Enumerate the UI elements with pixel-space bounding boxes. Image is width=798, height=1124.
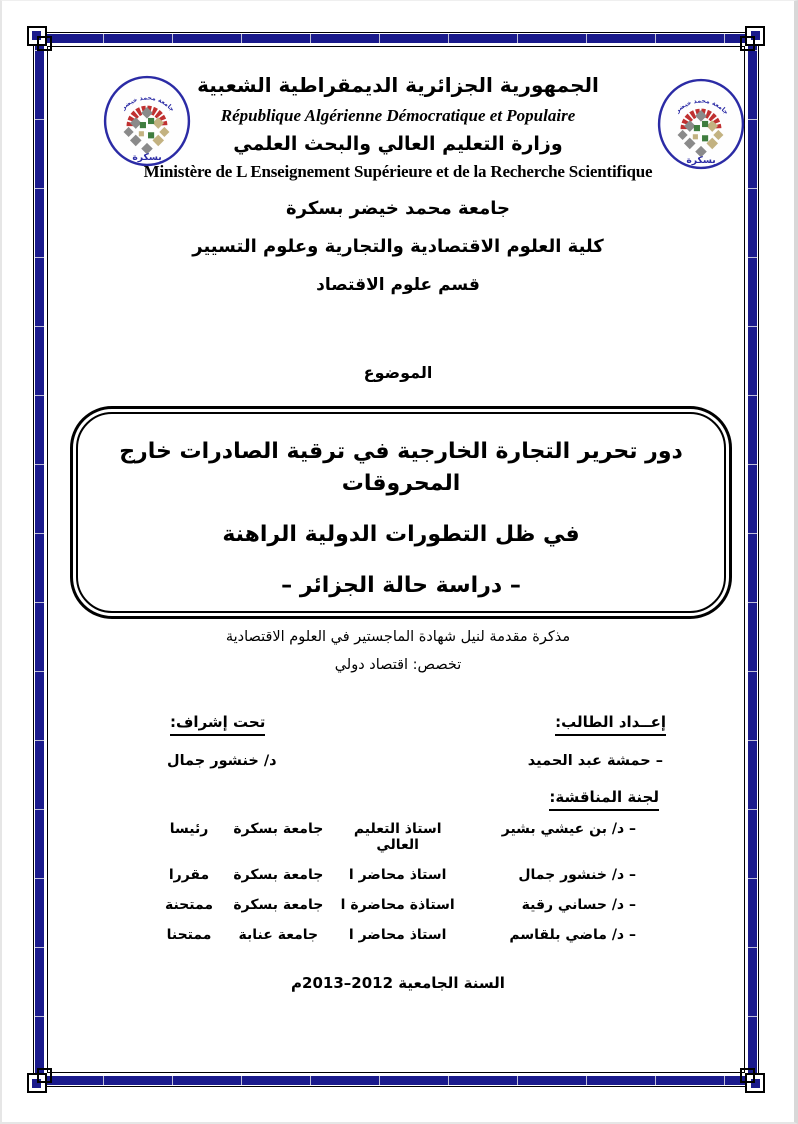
committee-member-rank: استاذ محاضر ا xyxy=(348,867,447,883)
committee-member-university: جامعة بسكرة xyxy=(233,867,324,883)
committee-member-rank: استاذة محاضرة ا xyxy=(340,897,455,913)
thesis-title-line-3: – دراسة حالة الجزائر – xyxy=(281,572,521,598)
committee-member-role: رئيسا xyxy=(169,821,209,837)
ministry-name-arabic: وزارة التعليم العالي والبحث العلمي xyxy=(233,133,563,155)
committee-member-name: – د/ بن عيشي بشير xyxy=(501,821,636,837)
department-name: قسم علوم الاقتصاد xyxy=(316,275,480,295)
supervisor-label: تحت إشراف: xyxy=(170,713,265,736)
committee-member-university: جامعة بسكرة xyxy=(233,897,324,913)
subject-label: الموضوع xyxy=(363,363,433,382)
svg-text:جامعة محمد خيضر: جامعة محمد خيضر xyxy=(120,94,176,114)
frame-corner-ornament xyxy=(741,26,765,50)
frame-corner-ornament xyxy=(27,1069,51,1093)
committee-member-role: ممتحنا xyxy=(166,927,212,943)
thesis-title-line-1: دور تحرير التجارة الخارجية في ترقية الصادرات خارج المحروقات xyxy=(119,439,683,496)
frame-bar-left xyxy=(35,34,44,1085)
frame-corner-ornament xyxy=(27,26,51,50)
committee-row xyxy=(158,867,636,883)
svg-text:جامعة محمد خيضر: جامعة محمد خيضر xyxy=(674,97,730,117)
academic-year: السنة الجامعية 2012–2013م xyxy=(291,974,505,992)
committee-member-rank: استاذ التعليم العالي xyxy=(353,821,442,853)
frame-corner-ornament xyxy=(741,1069,765,1093)
committee-row xyxy=(158,927,636,943)
committee-member-name: – د/ حساني رقية xyxy=(521,897,636,913)
republic-name-french: République Algérienne Démocratique et Populaire xyxy=(220,106,576,125)
committee-row xyxy=(158,897,636,913)
thesis-degree-note: مذكرة مقدمة لنيل شهادة الماجستير في العلوم الاقتصادية xyxy=(225,629,571,645)
document-header xyxy=(62,73,734,295)
svg-text:بسكرة: بسكرة xyxy=(132,151,162,163)
frame-bar-right xyxy=(748,34,757,1085)
committee-member-university: جامعة بسكرة xyxy=(233,821,324,837)
thesis-specialty: تخصص: اقتصاد دولي xyxy=(334,657,462,673)
committee-row xyxy=(158,821,636,853)
student-name: – حمشة عبد الحميد xyxy=(527,753,663,769)
committee-member-name: – د/ خنشور جمال xyxy=(518,867,636,883)
committee-member-role: مقررا xyxy=(168,867,210,883)
committee-table xyxy=(158,821,636,957)
thesis-title-box xyxy=(70,406,732,619)
faculty-name: كلية العلوم الاقتصادية والتجارية وعلوم التسيير xyxy=(192,236,604,257)
frame-bar-bottom xyxy=(35,1076,757,1085)
supervisor-name: د/ خنشور جمال xyxy=(167,753,277,769)
frame-bar-top xyxy=(35,34,757,43)
student-label: إعــداد الطالب: xyxy=(555,713,666,736)
committee-member-role: ممتحنة xyxy=(164,897,214,913)
committee-member-university: جامعة عنابة xyxy=(238,927,319,943)
svg-text:بسكرة: بسكرة xyxy=(686,154,716,166)
committee-member-rank: استاذ محاضر ا xyxy=(348,927,447,943)
committee-member-name: – د/ ماضي بلقاسم xyxy=(509,927,636,943)
thesis-title-line-2: في ظل التطورات الدولية الراهنة xyxy=(222,521,580,547)
republic-name-arabic: الجمهورية الجزائرية الديمقراطية الشعبية xyxy=(197,73,599,97)
committee-label: لجنة المناقشة: xyxy=(549,788,659,811)
university-name: جامعة محمد خيضر بسكرة xyxy=(286,198,510,219)
ministry-name-french: Ministère de L Enseignement Supérieure et de la Recherche Scientifique xyxy=(143,162,653,181)
